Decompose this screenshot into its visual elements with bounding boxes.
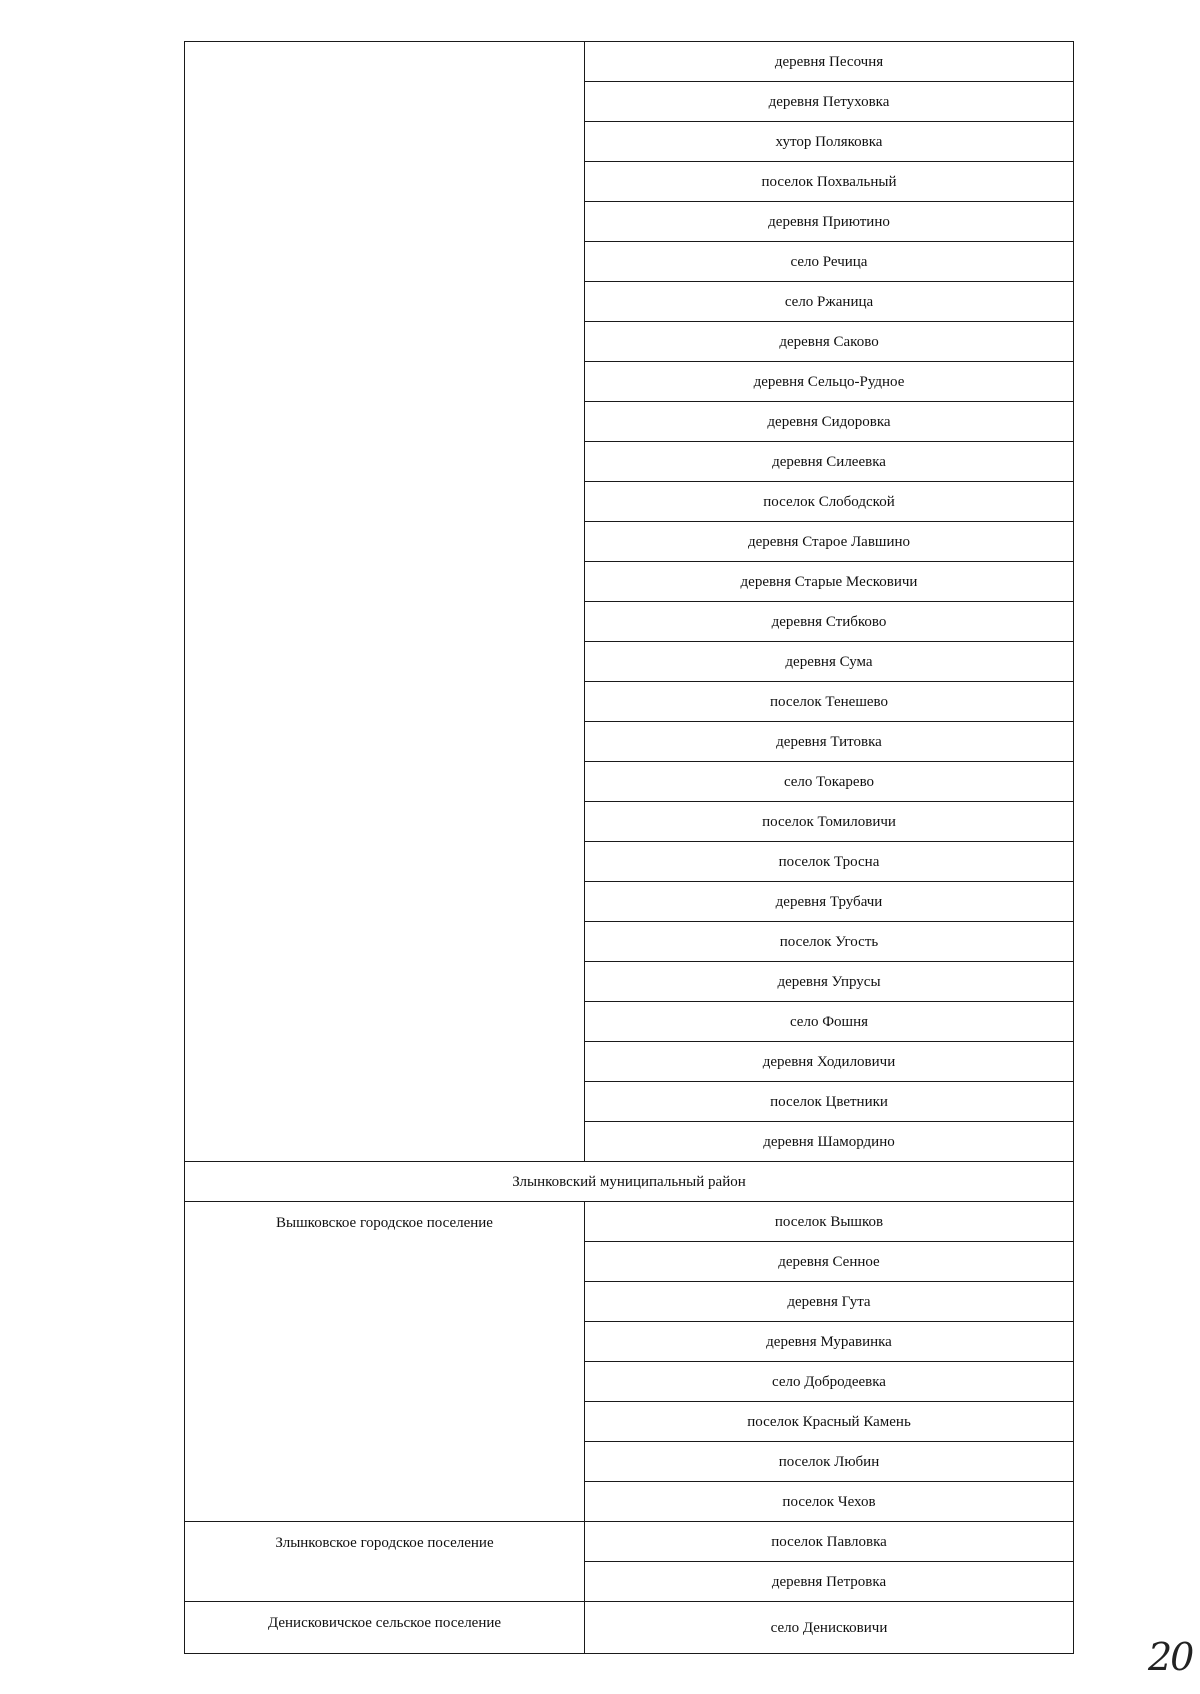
table-row [185,1602,1074,1654]
settlement-group-name: Вышковское городское поселение [185,1202,585,1522]
settlement-cell: деревня Петровка [585,1562,1074,1602]
settlement-cell: село Речица [585,242,1074,282]
settlement-cell: поселок Похвальный [585,162,1074,202]
settlement-cell: поселок Угость [585,922,1074,962]
settlement-cell: деревня Сума [585,642,1074,682]
settlements-table-body [185,42,1074,1654]
settlement-cell: деревня Силеевка [585,442,1074,482]
settlement-cell: поселок Павловка [585,1522,1074,1562]
district-name: Злынковский муниципальный район [185,1162,1074,1202]
settlement-cell: село Токарево [585,762,1074,802]
page-number: 20 [1148,1635,1193,1679]
settlement-cell: деревня Петуховка [585,82,1074,122]
settlement-cell: деревня Титовка [585,722,1074,762]
settlement-cell: деревня Приютино [585,202,1074,242]
settlement-cell: село Добродеевка [585,1362,1074,1402]
settlement-cell: деревня Сидоровка [585,402,1074,442]
settlements-table [184,41,1074,1654]
settlement-cell: село Фошня [585,1002,1074,1042]
table-row [185,1202,1074,1242]
settlement-cell: хутор Поляковка [585,122,1074,162]
settlement-cell: деревня Сенное [585,1242,1074,1282]
settlement-cell: поселок Цветники [585,1082,1074,1122]
settlement-cell: поселок Тросна [585,842,1074,882]
settlement-cell: деревня Старые Месковичи [585,562,1074,602]
settlement-cell: деревня Саково [585,322,1074,362]
table-row [185,42,1074,82]
settlement-cell: село Ржаница [585,282,1074,322]
settlement-cell: поселок Красный Камень [585,1402,1074,1442]
settlement-cell: деревня Ходиловичи [585,1042,1074,1082]
empty-group-cell [185,42,585,1162]
settlement-cell: деревня Упрусы [585,962,1074,1002]
settlement-cell: поселок Слободской [585,482,1074,522]
settlement-cell: деревня Сельцо-Рудное [585,362,1074,402]
settlement-cell: деревня Муравинка [585,1322,1074,1362]
settlement-cell: село Денисковичи [585,1602,1074,1654]
settlement-cell: деревня Шамордино [585,1122,1074,1162]
settlement-cell: деревня Песочня [585,42,1074,82]
settlement-cell: поселок Тенешево [585,682,1074,722]
settlement-cell: деревня Гута [585,1282,1074,1322]
settlement-cell: деревня Старое Лавшино [585,522,1074,562]
settlement-cell: деревня Стибково [585,602,1074,642]
settlement-cell: поселок Томиловичи [585,802,1074,842]
settlement-cell: поселок Вышков [585,1202,1074,1242]
settlement-group-name: Злынковское городское поселение [185,1522,585,1602]
table-row [185,1522,1074,1562]
settlement-cell: поселок Любин [585,1442,1074,1482]
settlement-group-name: Денисковичское сельское поселение [185,1602,585,1654]
settlement-cell: деревня Трубачи [585,882,1074,922]
settlement-cell: поселок Чехов [585,1482,1074,1522]
district-row [185,1162,1074,1202]
